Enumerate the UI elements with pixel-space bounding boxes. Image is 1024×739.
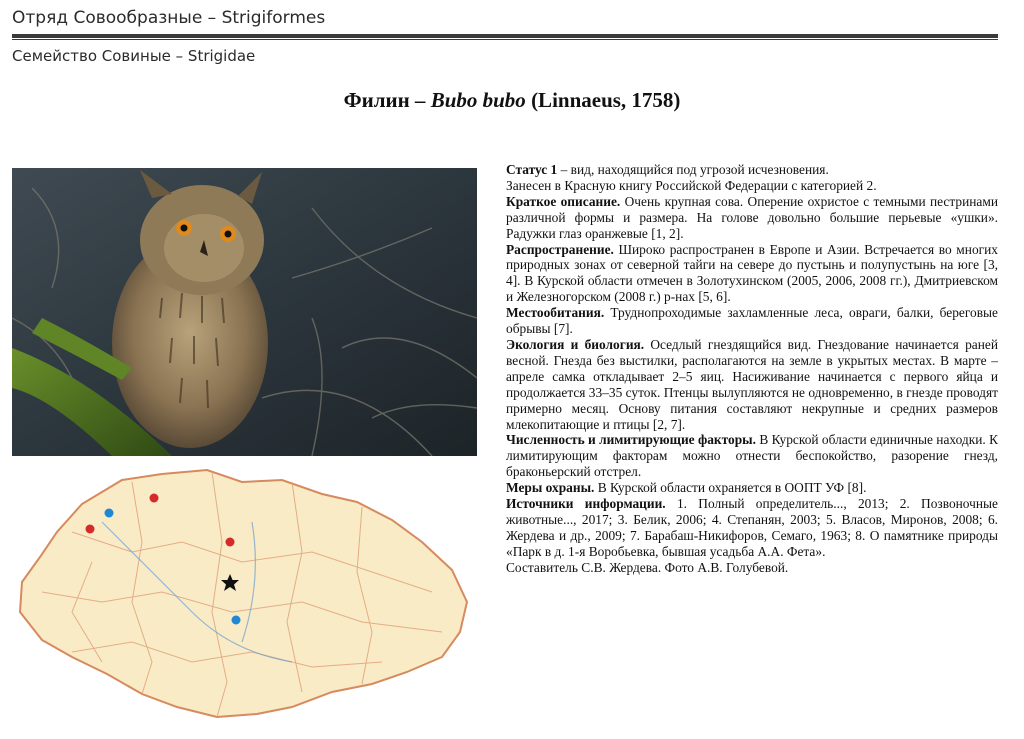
species-common-name: Филин – <box>343 88 431 112</box>
section-text: В Курской области единичные находки. К лимитирующим факторам можно отнести беспокойство, разорение гнезд, браконьерский отстрел. <box>506 432 998 480</box>
species-title <box>0 88 1024 113</box>
section-text: – вид, находящийся под угрозой исчезновения. <box>557 162 829 177</box>
order-header: Отряд Совообразные – Strigiformes <box>12 8 326 28</box>
section-text: Занесен в Красную книгу Российской Федерации с категорией 2. <box>506 177 877 193</box>
owl-photo <box>12 168 477 456</box>
description-paragraph <box>506 194 998 242</box>
description-paragraph <box>506 178 998 194</box>
section-text: Очень крупная сова. Оперение охристое с темными пестринами различной формы и размера. На голове довольно большие перьевые «ушки». Радужки глаз оранжевые [1, 2]. <box>506 193 998 241</box>
description-paragraph <box>506 560 998 576</box>
section-label: Статус 1 <box>506 162 558 177</box>
map-marker-red <box>226 538 235 547</box>
description-paragraph <box>506 337 998 432</box>
section-label: Краткое описание. <box>506 193 621 209</box>
species-description <box>506 162 998 576</box>
description-paragraph <box>506 305 998 337</box>
section-text: Труднопроходимые захламленные леса, овраги, балки, береговые обрывы [7]. <box>506 305 998 337</box>
description-paragraph <box>506 162 998 178</box>
section-text: 1. Полный определитель..., 2013; 2. Позвоночные животные..., 2017; 3. Белик, 2006; 4. Степанян, 2003; 5. Власов, Миронов, 2008; 6. Жердева и др., 2009; 7. Барабаш-Никифоров, Семаго, 1963; 8. О памятнике природы «Парк в д. 1-я Воробьевка, бывшая усадьба А.А. Фета». <box>506 496 998 559</box>
section-label: Местообитания. <box>506 305 605 321</box>
section-text: Оседлый гнездящийся вид. Гнездование начинается раней весной. Гнезда без выстилки, располагаются на земле в укрытых местах. В марте – апреле самка откладывает 2–5 яиц. Насиживание начинается с первого яйца и продолжается 33–35 суток. Птенцы вылупляются не одновременно, в гнезде проводят примерно месяц. Основу питания составляют некрупные и средних размеров млекопитающие и птицы [2, 7]. <box>506 336 999 432</box>
region-outline <box>20 470 467 717</box>
family-header: Семейство Совиные – Strigidae <box>12 47 256 65</box>
header-rule-thin <box>12 39 998 40</box>
section-text: Широко распространен в Европе и Азии. Встречается во многих природных зонах от северной тайги на севере до пустынь и полупустынь на юге [3, 4]. В Курской области отмечен в Золотухинском (2005, 2006, 2008 гг.), Дмитриевском и Железногорском (2008 г.) р-нах [5, 6]. <box>506 241 998 305</box>
section-label: Меры охраны. <box>506 480 595 496</box>
species-latin-name: Bubo bubo <box>430 88 526 112</box>
description-paragraph <box>506 480 998 496</box>
section-label: Распространение. <box>506 241 614 257</box>
description-paragraph <box>506 496 998 560</box>
map-marker-blue <box>105 509 114 518</box>
distribution-map <box>12 462 477 724</box>
map-marker-red <box>86 525 95 534</box>
section-text: В Курской области охраняется в ООПТ УФ [8]. <box>594 480 867 496</box>
description-paragraph <box>506 432 998 480</box>
species-author: (Linnaeus, 1758) <box>525 88 681 112</box>
description-paragraph <box>506 242 998 306</box>
header-rule <box>12 34 998 38</box>
section-label: Экология и биология. <box>506 336 645 352</box>
section-label: Источники информации. <box>506 496 666 512</box>
section-label: Численность и лимитирующие факторы. <box>506 432 756 448</box>
section-text: Составитель С.В. Жердева. Фото А.В. Голубевой. <box>506 559 789 575</box>
map-marker-red <box>150 494 159 503</box>
map-marker-blue <box>232 616 241 625</box>
